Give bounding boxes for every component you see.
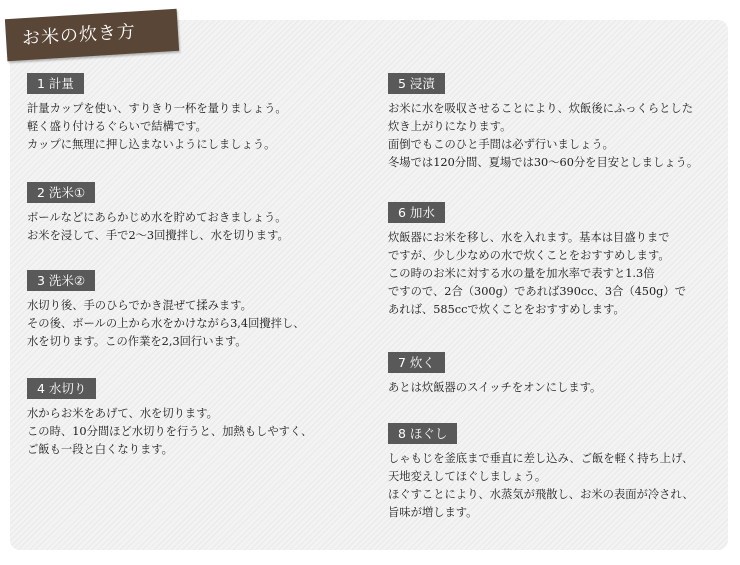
text-line: カップに無理に押し込まないようにしましょう。 <box>27 138 276 151</box>
text-line: 旨味が増します。 <box>388 506 478 519</box>
step-2 <box>27 182 289 245</box>
step-text <box>27 297 305 351</box>
step-label: 3 洗米② <box>27 270 95 291</box>
text-line: しゃもじを釜底まで垂直に差し込み、ご飯を軽く持ち上げ、 <box>388 452 694 465</box>
step-text <box>27 209 289 245</box>
text-line: 水からお米をあげて、水を切ります。 <box>27 407 218 420</box>
text-line: 炊飯器にお米を移し、水を入れます。基本は目盛りまで <box>388 231 670 244</box>
text-line: お米に水を吸収させることにより、炊飯後にふっくらとした <box>388 102 694 115</box>
text-line: ご飯も一段と白くなります。 <box>27 443 173 456</box>
text-line: ほぐすことにより、水蒸気が飛散し、お米の表面が冷され、 <box>388 488 694 501</box>
text-line: ボールなどにあらかじめ水を貯めておきましょう。 <box>27 211 287 224</box>
step-text <box>27 100 287 154</box>
text-line: 水切り後、手のひらでかき混ぜて揉みます。 <box>27 299 252 312</box>
step-5 <box>388 73 698 172</box>
text-line: あとは炊飯器のスイッチをオンにします。 <box>388 381 602 394</box>
step-4 <box>27 378 312 459</box>
step-8 <box>388 423 694 522</box>
text-line: 炊き上がりになります。 <box>388 120 512 133</box>
step-label: 4 水切り <box>27 378 96 399</box>
step-label: 7 炊く <box>388 352 445 373</box>
text-line: 面倒でもこのひと手間は必ず行いましょう。 <box>388 138 614 151</box>
step-1 <box>27 73 287 154</box>
step-label: 5 浸漬 <box>388 73 445 94</box>
text-line: 水を切ります。この作業を2,3回行います。 <box>27 335 247 348</box>
text-line: この時のお米に対する水の量を加水率で表すと1.3倍 <box>388 267 655 280</box>
step-7 <box>388 352 601 397</box>
step-text <box>388 450 694 522</box>
step-text <box>27 405 312 459</box>
step-label: 6 加水 <box>388 202 445 223</box>
step-label: 1 計量 <box>27 73 84 94</box>
text-line: 冬場では120分間、夏場では30〜60分を目安としましょう。 <box>388 156 699 169</box>
text-line: ですが、少し少なめの水で炊くことをおすすめします。 <box>388 249 670 262</box>
text-line: 計量カップを使い、すりきり一杯を量りましょう。 <box>27 102 287 115</box>
step-text <box>388 100 698 172</box>
page-title: お米の炊き方 <box>5 9 179 61</box>
step-label: 8 ほぐし <box>388 423 457 444</box>
step-6 <box>388 202 686 319</box>
step-text <box>388 379 601 397</box>
text-line: 軽く盛り付けるぐらいで結構です。 <box>27 120 207 133</box>
text-line: お米を浸して、手で2〜3回攪拌し、水を切ります。 <box>27 229 289 242</box>
text-line: あれば、585ccで炊くことをおすすめします。 <box>388 303 625 316</box>
step-text <box>388 229 686 319</box>
text-line: その後、ボールの上から水をかけながら3,4回攪拌し、 <box>27 317 305 330</box>
text-line: 天地変えしてほぐしましょう。 <box>388 470 547 483</box>
text-line: ですので、2合（300g）であれば390cc、3合（450g）で <box>388 285 687 298</box>
text-line: この時、10分間ほど水切りを行うと、加熱もしやすく、 <box>27 425 313 438</box>
step-label: 2 洗米① <box>27 182 95 203</box>
step-3 <box>27 270 305 351</box>
